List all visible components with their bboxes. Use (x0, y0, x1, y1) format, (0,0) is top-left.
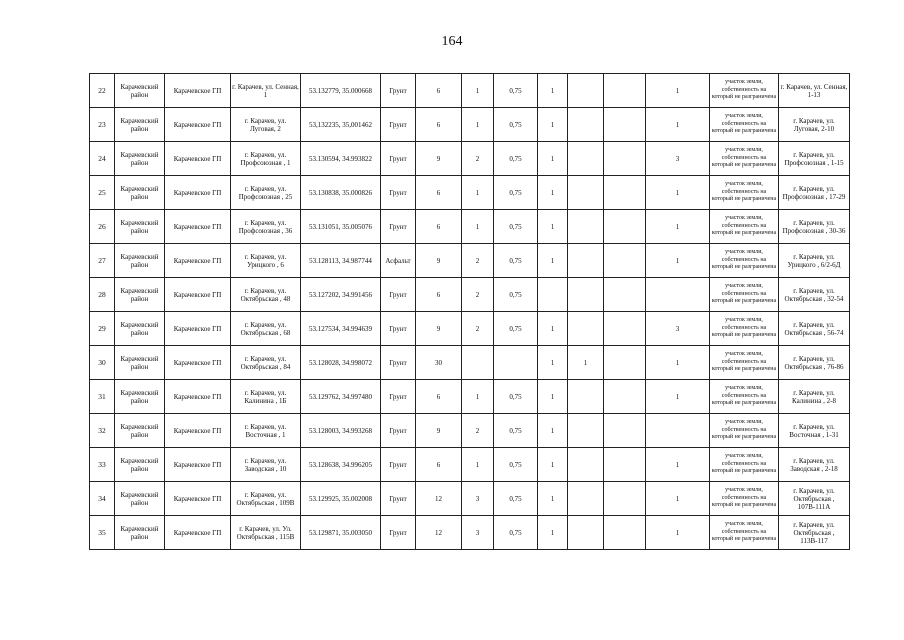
district-cell: Карачевский район (115, 142, 165, 176)
served-addresses-cell: г. Карачев, ул. Урицкого , 6/2-6Д (779, 244, 850, 278)
col-12-cell (604, 108, 646, 142)
col-10-cell: 1 (538, 108, 568, 142)
table-row (90, 278, 850, 312)
ownership-cell: участок земли, собственность на который не разграничена (710, 74, 779, 108)
settlement-cell: Карачевское ГП (165, 312, 231, 346)
col-12-cell (604, 210, 646, 244)
col-12-cell (604, 516, 646, 550)
col-12-cell (604, 74, 646, 108)
col-11-cell (568, 74, 604, 108)
district-cell: Карачевский район (115, 244, 165, 278)
container-count-cell: 3 (462, 482, 494, 516)
settlement-cell: Карачевское ГП (165, 278, 231, 312)
settlement-cell: Карачевское ГП (165, 346, 231, 380)
container-volume-cell: 0,75 (494, 516, 538, 550)
surface-cell: Грунт (381, 380, 416, 414)
ownership-cell: участок земли, собственность на который не разграничена (710, 448, 779, 482)
row-number-cell: 22 (90, 74, 115, 108)
col-13-cell: 1 (646, 482, 710, 516)
settlement-cell: Карачевское ГП (165, 176, 231, 210)
area-cell: 6 (416, 74, 462, 108)
area-cell: 9 (416, 244, 462, 278)
col-11-cell (568, 312, 604, 346)
served-addresses-cell: г. Карачев, ул. Заводская , 2-18 (779, 448, 850, 482)
coordinates-cell: 53.130594, 34.993822 (301, 142, 381, 176)
col-10-cell: 1 (538, 448, 568, 482)
col-12-cell (604, 312, 646, 346)
col-11-cell (568, 210, 604, 244)
served-addresses-cell: г. Карачев, ул. Октябрьская , 56-74 (779, 312, 850, 346)
served-addresses-cell: г. Карачев, ул. Луговая, 2-10 (779, 108, 850, 142)
row-number-cell: 30 (90, 346, 115, 380)
col-12-cell (604, 380, 646, 414)
coordinates-cell: 53.128028, 34.998072 (301, 346, 381, 380)
surface-cell: Грунт (381, 346, 416, 380)
col-13-cell: 1 (646, 176, 710, 210)
container-count-cell: 2 (462, 278, 494, 312)
ownership-cell: участок земли, собственность на который не разграничена (710, 346, 779, 380)
location-cell: г. Карачев, ул. Октябрьская , 48 (231, 278, 301, 312)
container-volume-cell: 0,75 (494, 448, 538, 482)
ownership-cell: участок земли, собственность на который не разграничена (710, 414, 779, 448)
container-count-cell: 2 (462, 312, 494, 346)
served-addresses-cell: г. Карачев, ул. Октябрьская , 107В-111А (779, 482, 850, 516)
container-count-cell: 3 (462, 516, 494, 550)
col-11-cell (568, 414, 604, 448)
table-row (90, 516, 850, 550)
coordinates-cell: 53.131051, 35.005076 (301, 210, 381, 244)
ownership-cell: участок земли, собственность на который не разграничена (710, 516, 779, 550)
col-11-cell (568, 176, 604, 210)
table-row (90, 210, 850, 244)
location-cell: г. Карачев, ул. Октябрьская , 109В (231, 482, 301, 516)
container-volume-cell: 0,75 (494, 74, 538, 108)
col-11-cell (568, 244, 604, 278)
container-volume-cell: 0,75 (494, 108, 538, 142)
area-cell: 12 (416, 516, 462, 550)
location-cell: г. Карачев, ул. Калинина , 1Б (231, 380, 301, 414)
served-addresses-cell: г. Карачев, ул. Октябрьская , 32-54 (779, 278, 850, 312)
col-11-cell (568, 142, 604, 176)
table-row (90, 414, 850, 448)
coordinates-cell: 53.128003, 34.993268 (301, 414, 381, 448)
surface-cell: Грунт (381, 448, 416, 482)
location-cell: г. Карачев, ул. Заводская , 10 (231, 448, 301, 482)
col-10-cell: 1 (538, 414, 568, 448)
table-row (90, 244, 850, 278)
surface-cell: Грунт (381, 278, 416, 312)
col-12-cell (604, 176, 646, 210)
container-volume-cell: 0,75 (494, 482, 538, 516)
ownership-cell: участок земли, собственность на который не разграничена (710, 244, 779, 278)
col-11-cell (568, 482, 604, 516)
coordinates-cell: 53.128113, 34.987744 (301, 244, 381, 278)
container-volume-cell: 0,75 (494, 312, 538, 346)
ownership-cell: участок земли, собственность на который не разграничена (710, 210, 779, 244)
location-cell: г. Карачев, ул. Октябрьская , 84 (231, 346, 301, 380)
coordinates-cell: 53.129762, 34.997480 (301, 380, 381, 414)
district-cell: Карачевский район (115, 516, 165, 550)
location-cell: г. Карачев, ул. Профсоюзная , 25 (231, 176, 301, 210)
container-count-cell: 2 (462, 244, 494, 278)
ownership-cell: участок земли, собственность на который не разграничена (710, 278, 779, 312)
district-cell: Карачевский район (115, 210, 165, 244)
row-number-cell: 31 (90, 380, 115, 414)
location-cell: г. Карачев, ул. Ул. Октябрьская , 115В (231, 516, 301, 550)
settlement-cell: Карачевское ГП (165, 74, 231, 108)
district-cell: Карачевский район (115, 482, 165, 516)
location-cell: г. Карачев, ул. Восточная , 1 (231, 414, 301, 448)
container-count-cell: 1 (462, 176, 494, 210)
ownership-cell: участок земли, собственность на который не разграничена (710, 142, 779, 176)
row-number-cell: 35 (90, 516, 115, 550)
container-volume-cell: 0,75 (494, 380, 538, 414)
table-row (90, 482, 850, 516)
settlement-cell: Карачевское ГП (165, 210, 231, 244)
col-13-cell: 1 (646, 380, 710, 414)
table-row (90, 380, 850, 414)
row-number-cell: 26 (90, 210, 115, 244)
col-13-cell (646, 414, 710, 448)
served-addresses-cell: г. Карачев, ул. Профсоюзная , 1-15 (779, 142, 850, 176)
col-11-cell (568, 516, 604, 550)
district-cell: Карачевский район (115, 414, 165, 448)
location-cell: г. Карачев, ул. Профсоюзная , 1 (231, 142, 301, 176)
col-10-cell: 1 (538, 176, 568, 210)
waste-sites-table (89, 73, 850, 550)
col-12-cell (604, 244, 646, 278)
district-cell: Карачевский район (115, 380, 165, 414)
settlement-cell: Карачевское ГП (165, 448, 231, 482)
district-cell: Карачевский район (115, 176, 165, 210)
col-10-cell: 1 (538, 346, 568, 380)
surface-cell: Грунт (381, 142, 416, 176)
col-10-cell: 1 (538, 244, 568, 278)
col-11-cell (568, 448, 604, 482)
district-cell: Карачевский район (115, 278, 165, 312)
row-number-cell: 34 (90, 482, 115, 516)
surface-cell: Грунт (381, 414, 416, 448)
col-11-cell (568, 380, 604, 414)
col-11-cell (568, 108, 604, 142)
container-count-cell: 1 (462, 380, 494, 414)
col-10-cell: 1 (538, 312, 568, 346)
settlement-cell: Карачевское ГП (165, 380, 231, 414)
col-13-cell: 1 (646, 244, 710, 278)
col-13-cell (646, 278, 710, 312)
coordinates-cell: 53.132779, 35.000668 (301, 74, 381, 108)
area-cell: 30 (416, 346, 462, 380)
col-13-cell: 3 (646, 142, 710, 176)
district-cell: Карачевский район (115, 74, 165, 108)
col-13-cell: 1 (646, 448, 710, 482)
row-number-cell: 28 (90, 278, 115, 312)
table-row (90, 176, 850, 210)
col-13-cell: 1 (646, 108, 710, 142)
served-addresses-cell: г. Карачев, ул. Октябрьская , 113В-117 (779, 516, 850, 550)
row-number-cell: 23 (90, 108, 115, 142)
surface-cell: Грунт (381, 482, 416, 516)
col-12-cell (604, 142, 646, 176)
row-number-cell: 25 (90, 176, 115, 210)
row-number-cell: 24 (90, 142, 115, 176)
table-row (90, 448, 850, 482)
col-10-cell: 1 (538, 516, 568, 550)
col-12-cell (604, 482, 646, 516)
settlement-cell: Карачевское ГП (165, 142, 231, 176)
coordinates-cell: 53,132235, 35,001462 (301, 108, 381, 142)
surface-cell: Грунт (381, 210, 416, 244)
col-11-cell: 1 (568, 346, 604, 380)
settlement-cell: Карачевское ГП (165, 244, 231, 278)
settlement-cell: Карачевское ГП (165, 482, 231, 516)
ownership-cell: участок земли, собственность на который не разграничена (710, 312, 779, 346)
area-cell: 6 (416, 380, 462, 414)
col-13-cell: 1 (646, 516, 710, 550)
location-cell: г. Карачев, ул. Урицкого , 6 (231, 244, 301, 278)
served-addresses-cell: г. Карачев, ул. Профсоюзная , 30-36 (779, 210, 850, 244)
district-cell: Карачевский район (115, 108, 165, 142)
coordinates-cell: 53.127202, 34.991456 (301, 278, 381, 312)
container-count-cell (462, 346, 494, 380)
settlement-cell: Карачевское ГП (165, 108, 231, 142)
col-10-cell: 1 (538, 482, 568, 516)
surface-cell: Грунт (381, 312, 416, 346)
container-volume-cell (494, 346, 538, 380)
col-13-cell: 3 (646, 312, 710, 346)
col-12-cell (604, 414, 646, 448)
area-cell: 6 (416, 176, 462, 210)
container-volume-cell: 0,75 (494, 176, 538, 210)
container-volume-cell: 0,75 (494, 244, 538, 278)
area-cell: 9 (416, 414, 462, 448)
surface-cell: Грунт (381, 516, 416, 550)
served-addresses-cell: г. Карачев, ул. Октябрьская , 76-86 (779, 346, 850, 380)
surface-cell: Грунт (381, 176, 416, 210)
row-number-cell: 27 (90, 244, 115, 278)
area-cell: 6 (416, 278, 462, 312)
col-13-cell: 1 (646, 210, 710, 244)
coordinates-cell: 53.129925, 35.002008 (301, 482, 381, 516)
col-12-cell (604, 278, 646, 312)
settlement-cell: Карачевское ГП (165, 516, 231, 550)
location-cell: г. Карачев, ул. Луговая, 2 (231, 108, 301, 142)
coordinates-cell: 53.129871, 35.003050 (301, 516, 381, 550)
area-cell: 6 (416, 108, 462, 142)
area-cell: 9 (416, 142, 462, 176)
ownership-cell: участок земли, собственность на который не разграничена (710, 176, 779, 210)
area-cell: 12 (416, 482, 462, 516)
coordinates-cell: 53.130838, 35.000826 (301, 176, 381, 210)
row-number-cell: 33 (90, 448, 115, 482)
col-10-cell (538, 278, 568, 312)
surface-cell: Грунт (381, 108, 416, 142)
table-body (90, 74, 850, 550)
ownership-cell: участок земли, собственность на который не разграничена (710, 380, 779, 414)
area-cell: 6 (416, 210, 462, 244)
container-volume-cell: 0,75 (494, 210, 538, 244)
row-number-cell: 29 (90, 312, 115, 346)
container-volume-cell: 0,75 (494, 278, 538, 312)
district-cell: Карачевский район (115, 448, 165, 482)
coordinates-cell: 53.127534, 34.994639 (301, 312, 381, 346)
col-12-cell (604, 346, 646, 380)
table-row (90, 74, 850, 108)
page-number: 164 (441, 34, 463, 49)
surface-cell: Грунт (381, 74, 416, 108)
location-cell: г. Карачев, ул. Октябрьская , 68 (231, 312, 301, 346)
area-cell: 9 (416, 312, 462, 346)
container-volume-cell: 0,75 (494, 142, 538, 176)
col-11-cell (568, 278, 604, 312)
col-10-cell: 1 (538, 210, 568, 244)
col-13-cell: 1 (646, 74, 710, 108)
location-cell: г. Карачев, ул. Профсоюзная , 36 (231, 210, 301, 244)
container-count-cell: 1 (462, 74, 494, 108)
container-volume-cell: 0,75 (494, 414, 538, 448)
col-10-cell: 1 (538, 142, 568, 176)
container-count-cell: 1 (462, 210, 494, 244)
coordinates-cell: 53.128638, 34.996205 (301, 448, 381, 482)
ownership-cell: участок земли, собственность на который не разграничена (710, 108, 779, 142)
container-count-cell: 1 (462, 448, 494, 482)
col-13-cell: 1 (646, 346, 710, 380)
surface-cell: Асфальт (381, 244, 416, 278)
district-cell: Карачевский район (115, 312, 165, 346)
row-number-cell: 32 (90, 414, 115, 448)
container-count-cell: 1 (462, 108, 494, 142)
served-addresses-cell: г. Карачев, ул. Калинина , 2-8 (779, 380, 850, 414)
container-count-cell: 2 (462, 414, 494, 448)
location-cell: г. Карачев, ул. Сенная, 1 (231, 74, 301, 108)
area-cell: 6 (416, 448, 462, 482)
settlement-cell: Карачевское ГП (165, 414, 231, 448)
ownership-cell: участок земли, собственность на который не разграничена (710, 482, 779, 516)
served-addresses-cell: г. Карачев, ул. Профсоюзная , 17-29 (779, 176, 850, 210)
table-row (90, 346, 850, 380)
served-addresses-cell: г. Карачев, ул. Восточная , 1-31 (779, 414, 850, 448)
table-row (90, 312, 850, 346)
container-count-cell: 2 (462, 142, 494, 176)
col-12-cell (604, 448, 646, 482)
table-row (90, 108, 850, 142)
served-addresses-cell: г. Карачев, ул. Сенная, 1-13 (779, 74, 850, 108)
col-10-cell: 1 (538, 380, 568, 414)
col-10-cell: 1 (538, 74, 568, 108)
district-cell: Карачевский район (115, 346, 165, 380)
table-row (90, 142, 850, 176)
